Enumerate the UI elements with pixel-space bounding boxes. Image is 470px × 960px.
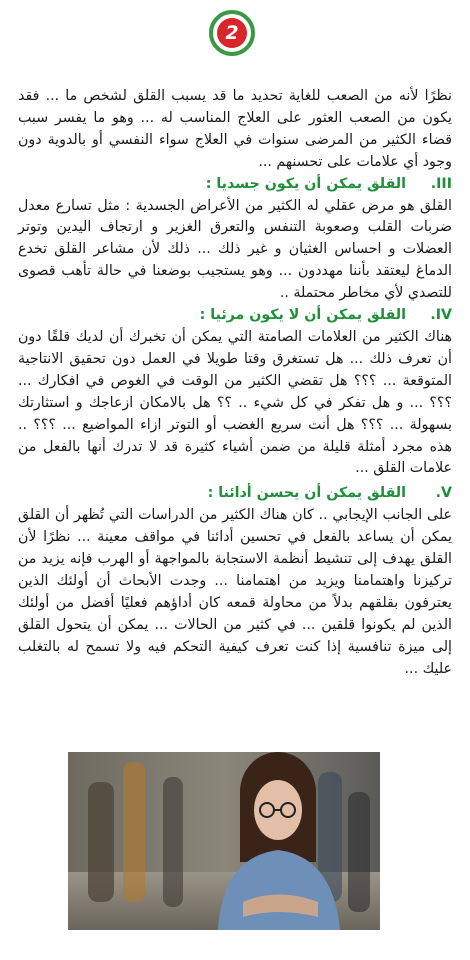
- section-title: القلق يمكن أن لا يكون مرئيا :: [199, 307, 406, 324]
- section-body-performance: على الجانب الإيجابي .. كان هناك الكثير من الدراسات التي تُظهر أن القلق يمكن أن يساعد بالفعل في تحسين أدائنا في مواقف معينة ... نظرًا لأن القلق يهدف إلى تنشيط أنظمة الاستجابة بالمواجهة أو الهرب فإنه يزيد من تركيزنا واهتمامنا ويزيد من اهتمامنا ... وجدت الأبحاث أن أولئك الذين يعترفون بقلقهم بدلاً من محاولة قمعه كان أداؤهم فعليًا أفضل من أولئك الذين لم يكونوا قلقين ... في كثير من الحالات ... يمكن أن يتحول القلق إلى ميزة تنافسية إذا كنت تعرف كيفية التحكم فيه ولا تسمح له بالتغلب عليك ...: [18, 507, 452, 677]
- section-number: IV.: [430, 307, 452, 324]
- section-title: القلق يمكن أن يكون جسديا :: [205, 175, 406, 192]
- section-title: القلق يمكن أن يحسن أدائنا :: [207, 485, 406, 502]
- article-body: [18, 86, 452, 680]
- section-body-physical: القلق هو مرض عقلي له الكثير من الأعراض الجسدية : مثل تسارع معدل ضربات القلب وصعوبة التنفس والتعرق الغزير و ارتجاف اليدين وتوتر العضلات و احساس الغثيان و غير ذلك ... ذلك لأن مشاعر القلق تخدع الدماغ ليعتقد بأننا مهددون ... وهو يستجيب بوضعنا في حالة تأهب قصوى للتصدي لأي مخاطر محتملة ..: [18, 197, 452, 302]
- intro-paragraph: نظرًا لأنه من الصعب للغاية تحديد ما قد يسبب القلق لشخص ما ... فقد يكون من الصعب العثور على العلاج المناسب له ... وهو ما يفسر سبب قضاء الكثير من المرضى سنوات في العلاج سواء النفسي أو بالدوية دون وجود أي علامات على تحسنهم ...: [18, 88, 452, 170]
- section-heading-invisible: [18, 305, 452, 327]
- section-heading-performance: [18, 483, 452, 505]
- section-number: V.: [435, 485, 452, 502]
- section-heading-physical: [18, 174, 452, 196]
- page-number-badge: [209, 10, 255, 56]
- section-number: III.: [430, 175, 452, 192]
- section-body-invisible: هناك الكثير من العلامات الصامتة التي يمكن أن تخبرك أن لديك قلقًا دون أن تعرف ذلك ... هل تستغرق وقتا طويلا في العمل دون تحقيق الانتاجية المتوقعة ... ؟؟؟ هل تقضي الكثير من الوقت في الغوص في افكارك ... ؟؟؟ ... و هل تفكر في كل شيء .. ؟؟ هل بالامكان ازعاجك و استثارتك بسهولة ... ؟؟؟ هل أنت سريع الغضب أو التوتر ازاء المواضيع ... ؟؟؟ .. هذه مجرد أمثلة قليلة من ضمن أشياء كثيرة قد لا تدرك أنها بالفعل من علامات القلق ...: [18, 328, 452, 477]
- page-number: 2: [217, 18, 247, 48]
- anxious-woman-photo: [68, 752, 380, 930]
